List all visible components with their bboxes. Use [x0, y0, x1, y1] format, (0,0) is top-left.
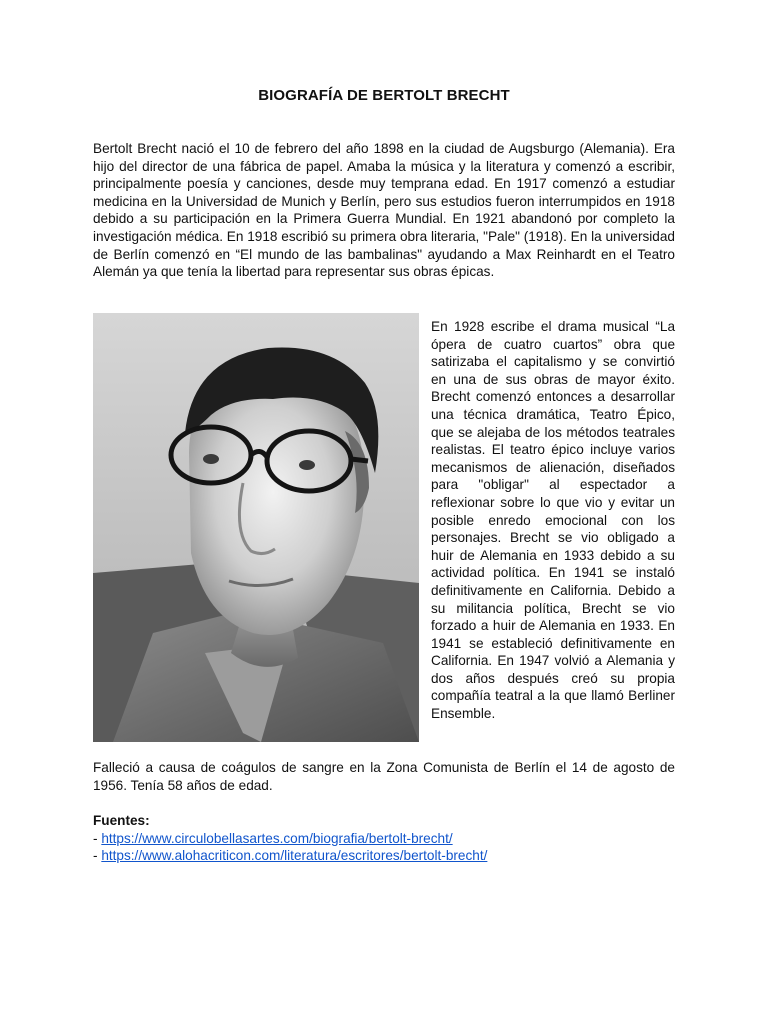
document-title: BIOGRAFÍA DE BERTOLT BRECHT: [258, 87, 510, 104]
sources-heading: Fuentes:: [93, 813, 150, 828]
portrait-photo: [93, 313, 419, 742]
intro-paragraph: Bertolt Brecht nació el 10 de febrero del año 1898 en la ciudad de Augsburgo (Alemania). Era hijo del director de una fábrica de papel. Amaba la música y la literatura y comenzó a escribir, principalmente poesía y canciones, desde muy temprana edad. En 1917 comenzó a estudiar medicina en la Universidad de Munich y Berlín, pero sus estudios fueron interrumpidos en 1918 debido a su participación en la Primera Guerra Mundial. En 1921 abandonó por completo la investigación médica. En 1918 escribió su primera obra literaria, "Pale" (1918). En la universidad de Berlín comenzó en “El mundo de las bambalinas" ayudando a Max Reinhardt en el Teatro Alemán ya que tenía la libertad para representar sus obras épicas.: [93, 141, 675, 280]
document-page: [93, 0, 675, 1024]
source-bullet: -: [93, 848, 102, 864]
source-item: [93, 847, 675, 865]
side-paragraph: En 1928 escribe el drama musical “La ópera de cuatro cuartos” obra que satirizaba el capitalismo y se convirtió en una de sus obras de mayor éxito. Brecht comenzó entonces a desarrollar una técnica dramática, Teatro Épico, que se alejaba de los métodos teatrales realistas. El teatro épico incluye varios mecanismos de alienación, diseñados para "obligar" al espectador a reflexionar sobre lo que vio y evitar un posible enredo emocional con los personajes. Brecht se vio obligado a huir de Alemania en 1933 debido a su actividad política. En 1941 se instaló definitivamente en California. Debido a su militancia política, Brecht se vio forzado a huir de Alemania en 1933. En 1941 se estableció definitivamente en California. En 1947 volvió a Alemania y dos años después creó su propia compañía teatral a la que llamó Berliner Ensemble.: [431, 319, 675, 722]
closing-paragraph: Falleció a causa de coágulos de sangre en la Zona Comunista de Berlín el 14 de agosto de 1956. Tenía 58 años de edad.: [93, 760, 675, 793]
source-item: [93, 830, 675, 848]
source-link-alohacriticon[interactable]: https://www.alohacriticon.com/literatura/escritores/bertolt-brecht/: [101, 848, 488, 864]
source-link-circulobellasartes[interactable]: https://www.circulobellasartes.com/biografia/bertolt-brecht/: [101, 830, 453, 846]
sources-section: [93, 812, 675, 865]
source-bullet: -: [93, 830, 102, 846]
